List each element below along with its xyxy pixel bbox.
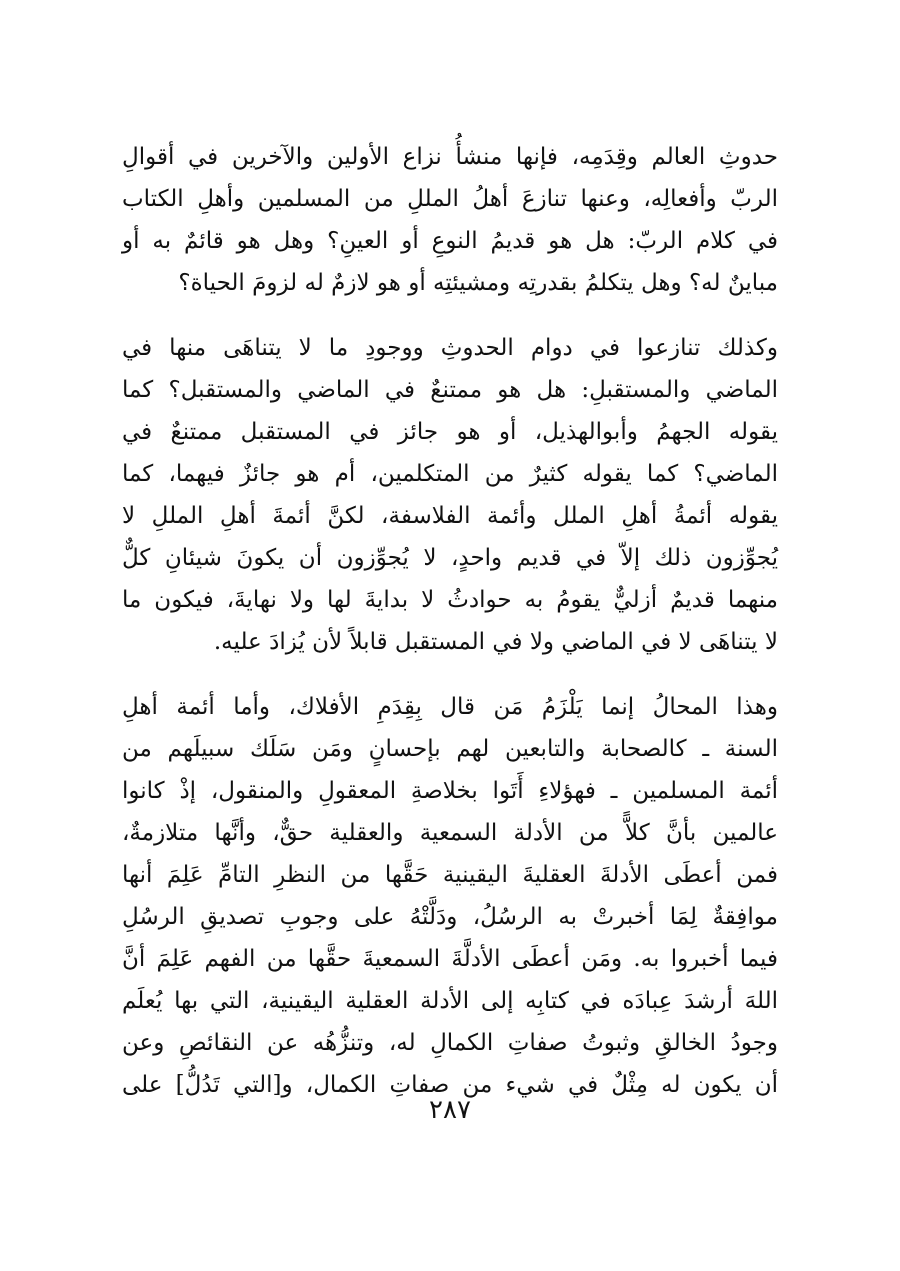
text-line: يقوله الجهمُ وأبوالهذيل، أو هو جائز في المستقبل ممتنعٌ في bbox=[122, 419, 778, 445]
text-line: موافِقةٌ لِمَا أخبرتْ به الرسُلُ، ودَلَّتْهُ على وجوبِ تصديقِ الرسُلِ bbox=[122, 904, 779, 930]
text-line: أئمة المسلمين ـ فهؤلاءِ أَتَوا بخلاصةِ المعقولِ والمنقول، إذْ كانوا bbox=[122, 778, 778, 804]
text-line: يُجوِّزون ذلك إلاّ في قديم واحدٍ، لا يُجوِّزون أن يكونَ شيئانِ كلٌّ bbox=[122, 545, 778, 571]
paragraph-2 bbox=[122, 327, 778, 663]
text-line: الماضي؟ كما يقوله كثيرٌ من المتكلمين، أم هو جائزٌ فيهما، كما bbox=[122, 461, 778, 487]
text-line: عالمين بأنَّ كلاًّ من الأدلة السمعية والعقلية حقٌّ، وأنَّها متلازمةٌ، bbox=[122, 820, 778, 846]
text-line: فيما أخبروا به. ومَن أعطَى الأدلَّةَ السمعيةَ حقَّها من الفهم عَلِمَ أنَّ bbox=[122, 946, 778, 972]
text-line: وهذا المحالُ إنما يَلْزَمُ مَن قال بِقِدَمِ الأفلاك، وأما أئمة أهلِ bbox=[122, 694, 778, 720]
text-line: في كلام الربّ: هل هو قديمُ النوعِ أو العينِ؟ وهل هو قائمٌ به أو bbox=[122, 228, 778, 254]
text-line: يقوله أئمةُ أهلِ الملل وأئمة الفلاسفة، لكنَّ أئمةَ أهلِ المللِ لا bbox=[122, 503, 778, 529]
text-line: حدوثِ العالم وقِدَمِه، فإنها منشأُ نزاع الأولين والآخرين في أقوالِ bbox=[122, 144, 778, 170]
text-line: لا يتناهَى لا في الماضي ولا في المستقبل قابلاً لأن يُزادَ عليه. bbox=[213, 629, 778, 655]
page-body-text bbox=[122, 136, 778, 1106]
text-line: السنة ـ كالصحابة والتابعين لهم بإحسانٍ ومَن سَلَك سبيلَهم من bbox=[122, 736, 778, 762]
text-line: مباينٌ له؟ وهل يتكلمُ بقدرتِه ومشيئتِه أو هو لازمٌ له لزومَ الحياة؟ bbox=[178, 270, 778, 296]
text-line: وكذلك تنازعوا في دوام الحدوثِ ووجودِ ما لا يتناهَى منها في bbox=[122, 335, 778, 361]
text-line: اللهَ أرشدَ عِبادَه في كتابِه إلى الأدلة العقلية اليقينية، التي بها يُعلَم bbox=[122, 988, 778, 1014]
text-line: وجودُ الخالقِ وثبوتُ صفاتِ الكمالِ له، وتنزُّهُه عن النقائصِ وعن bbox=[122, 1030, 778, 1056]
text-line: منهما قديمٌ أزليٌّ يقومُ به حوادثُ لا بدايةَ لها ولا نهايةَ، فيكون ما bbox=[122, 587, 778, 613]
text-line: أن يكون له مِثْلٌ في شيء من صفاتِ الكمال، و[التي تَدُلُّ] على bbox=[122, 1072, 778, 1098]
paragraph-1 bbox=[122, 136, 778, 304]
paragraph-3 bbox=[122, 686, 778, 1106]
text-line: الربّ وأفعالِه، وعنها تنازعَ أهلُ المللِ من المسلمين وأهلِ الكتاب bbox=[122, 186, 778, 212]
page-number: ٢٨٧ bbox=[429, 1095, 471, 1125]
text-line: فمن أعطَى الأدلةَ العقليةَ اليقينية حَقَّها من النظرِ التامِّ عَلِمَ أنها bbox=[122, 862, 778, 888]
text-line: الماضي والمستقبلِ: هل هو ممتنعٌ في الماضي والمستقبل؟ كما bbox=[122, 377, 778, 403]
